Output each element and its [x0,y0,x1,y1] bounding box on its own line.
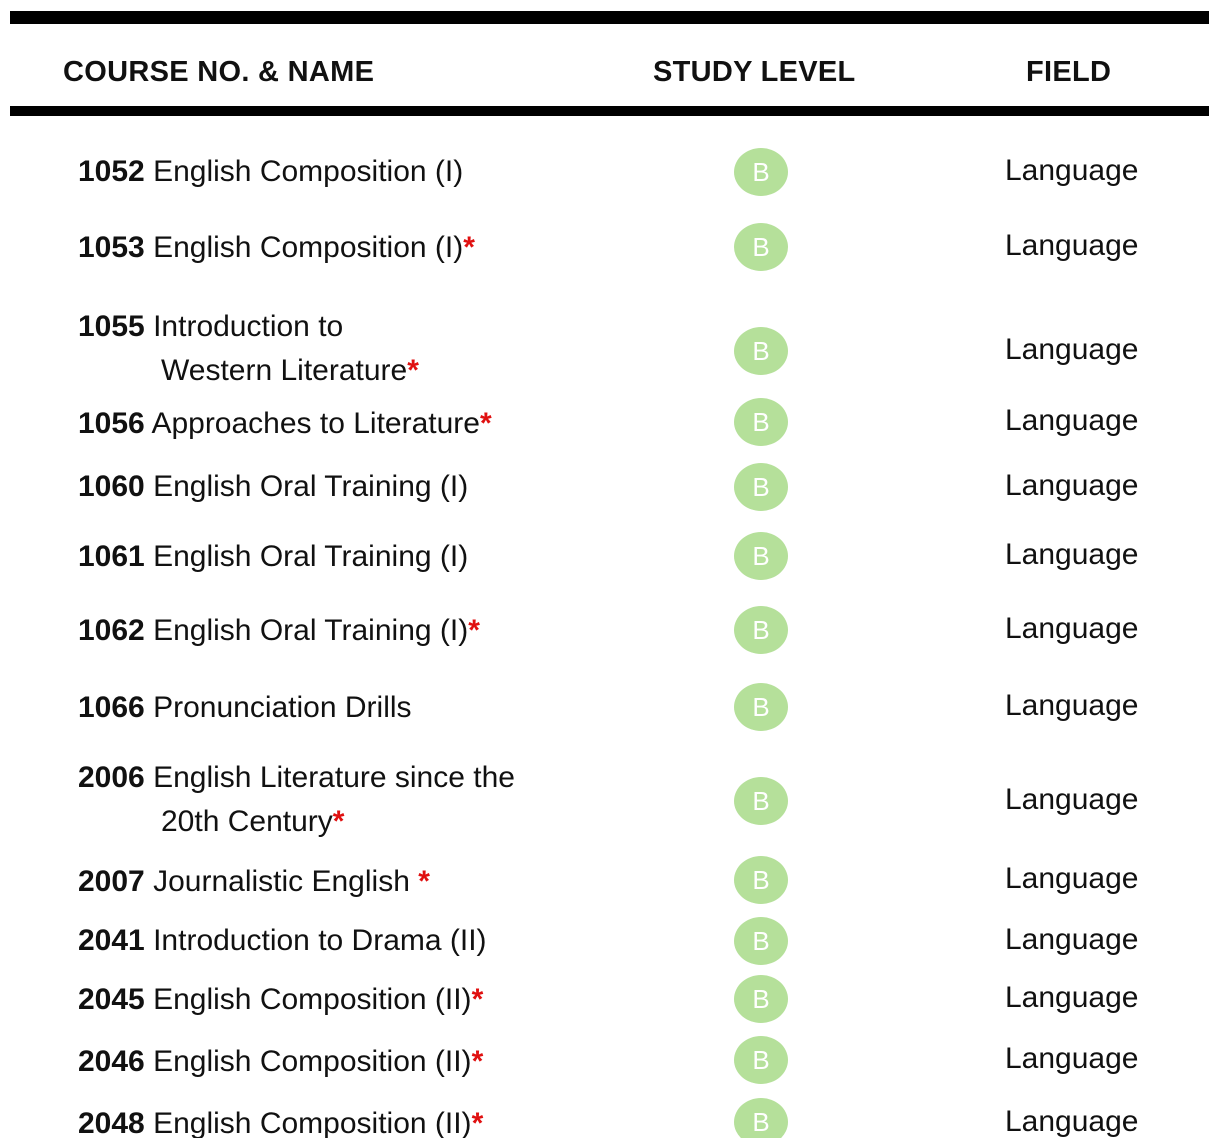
course-cell [78,756,515,844]
field-cell: Language [1005,538,1139,571]
course-cell [78,535,468,579]
study-level-badge: B [734,606,788,654]
field-cell: Language [1005,689,1139,722]
field-cell: Language [1005,612,1139,645]
field-cell: Language [1005,783,1139,816]
study-level-badge: B [734,777,788,825]
required-asterisk: * [332,805,345,838]
course-name: English Oral Training (I) [153,540,469,573]
course-name-continued [78,349,419,393]
course-cell [78,686,412,730]
study-level-badge: B [734,148,788,196]
required-asterisk: * [471,983,484,1016]
required-asterisk: * [463,231,475,264]
header-field: FIELD [1026,56,1112,88]
course-name: English Composition (II) [153,983,472,1016]
study-level-badge: B [734,463,788,511]
course-cell [78,1040,483,1084]
course-name: Introduction to [153,310,344,343]
study-level-badge: B [734,532,788,580]
field-cell: Language [1005,981,1139,1014]
course-number: 2007 [78,865,145,898]
study-level-badge: B [734,398,788,446]
course-number: 2041 [78,924,145,957]
course-number: 1062 [78,614,145,647]
field-cell: Language [1005,404,1139,437]
field-cell: Language [1005,1105,1139,1138]
course-cell [78,226,475,270]
course-name-line2: Western Literature [161,354,408,387]
required-asterisk: * [471,1107,484,1138]
study-level-badge: B [734,975,788,1023]
study-level-badge: B [734,856,788,904]
course-name: English Composition (II) [153,1107,472,1138]
course-cell [78,919,487,963]
study-level-badge: B [734,223,788,271]
header-study-level: STUDY LEVEL [653,56,856,88]
header-course: COURSE NO. & NAME [63,56,375,88]
course-name: English Oral Training (I) [153,614,469,647]
study-level-badge: B [734,1098,788,1138]
course-cell [78,609,480,653]
field-cell: Language [1005,229,1139,262]
course-name: Journalistic English [153,865,419,898]
course-name: Introduction to Drama (II) [153,924,487,957]
required-asterisk: * [471,1045,484,1078]
course-cell [78,402,492,446]
required-asterisk: * [407,354,419,387]
required-asterisk: * [479,407,492,440]
study-level-badge: B [734,327,788,375]
course-number: 1052 [78,155,145,188]
course-name: Approaches to Literature [151,407,480,440]
field-cell: Language [1005,469,1139,502]
course-number: 2045 [78,983,145,1016]
course-cell [78,305,419,393]
course-cell [78,860,430,904]
course-number: 1053 [78,231,145,264]
field-cell: Language [1005,923,1139,956]
field-cell: Language [1005,154,1139,187]
course-number: 2048 [78,1107,145,1138]
course-number: 1061 [78,540,145,573]
course-number: 1060 [78,470,145,503]
course-number: 1066 [78,691,145,724]
course-number: 1055 [78,310,145,343]
field-cell: Language [1005,1042,1139,1075]
required-asterisk: * [418,865,430,898]
field-cell: Language [1005,862,1139,895]
course-name: English Oral Training (I) [153,470,469,503]
course-cell [78,978,483,1022]
course-name: English Composition (I) [153,231,464,264]
course-name: Pronunciation Drills [153,691,412,724]
study-level-badge: B [734,683,788,731]
course-number: 2006 [78,761,145,794]
course-name: English Composition (I) [153,155,464,188]
course-name-continued [78,800,515,844]
course-number: 2046 [78,1045,145,1078]
study-level-badge: B [734,917,788,965]
course-cell [78,465,468,509]
course-name: English Composition (II) [153,1045,472,1078]
course-number: 1056 [78,407,145,440]
required-asterisk: * [468,614,480,647]
study-level-badge: B [734,1036,788,1084]
course-cell [78,1102,483,1138]
course-cell [78,150,463,194]
course-name: English Literature since the [153,761,515,794]
course-name-line2: 20th Century [161,805,333,838]
field-cell: Language [1005,333,1139,366]
